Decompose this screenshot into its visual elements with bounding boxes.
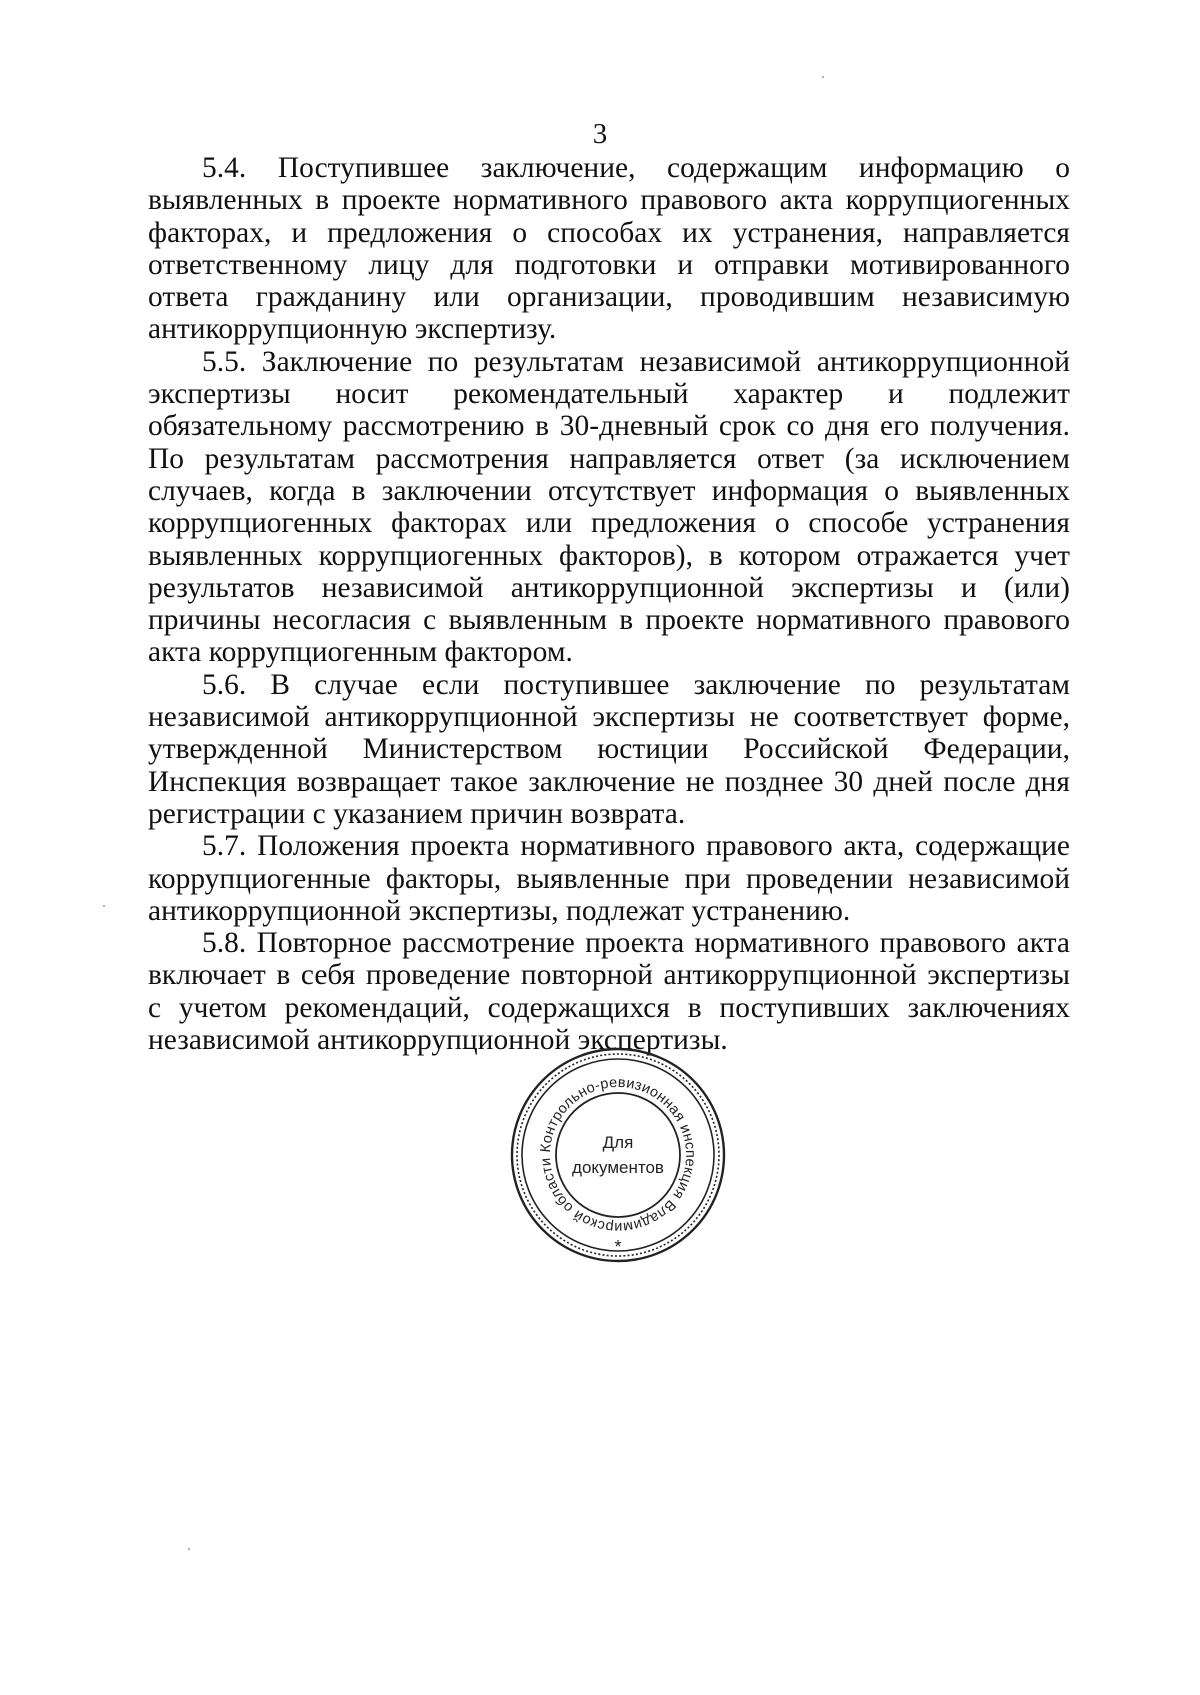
stamp-center-line-2: документов xyxy=(572,1158,664,1177)
stamp-star-mark: * xyxy=(614,1237,622,1257)
scan-speck xyxy=(822,76,824,78)
stamp-ring-text: Контрольно-ревизионная инспекция Владимирской области xyxy=(537,1074,699,1236)
paragraph-5-5: 5.5. Заключение по результатам независимой антикоррупционной экспертизы носит рекомендательный характер и подлежит обязательному рассмотрению в 30-дневный срок со дня его получения. По результатам рассмотрения направляется ответ (за исключением случаев, когда в заключении отсутствует информация о выявленных коррупциогенных факторах или предложения о способе устранения выявленных коррупциогенных факторов), в котором отражается учет результатов независимой антикоррупционной экспертизы и (или) причины несогласия с выявленным в проекте нормативного правового акта коррупциогенным фактором. xyxy=(148,345,1070,669)
paragraph-5-4: 5.4. Поступившее заключение, содержащим информацию о выявленных в проекте нормативного правового акта коррупциогенных факторах, и предложения о способах их устранения, направляется ответственному лицу для подготовки и отправки мотивированного ответа гражданину или организации, проводившим независимую антикоррупционную экспертизу. xyxy=(148,152,1070,346)
scan-speck xyxy=(188,1548,190,1550)
document-body xyxy=(148,152,1070,1056)
paragraph-5-8: 5.8. Повторное рассмотрение проекта нормативного правового акта включает в себя проведение повторной антикоррупционной экспертизы с учетом рекомендаций, содержащихся в поступивших заключениях независимой антикоррупционной экспертизы. xyxy=(148,927,1070,1057)
paragraph-5-6: 5.6. В случае если поступившее заключение по результатам независимой антикоррупционной экспертизы не соответствует форме, утвержденной Министерством юстиции Российской Федерации, Инспекция возвращает такое заключение не позднее 30 дней после дня регистрации с указанием причин возврата. xyxy=(148,668,1070,830)
official-stamp xyxy=(508,1045,728,1265)
page-number: 3 xyxy=(592,118,608,150)
scan-speck xyxy=(103,905,105,907)
paragraph-5-7: 5.7. Положения проекта нормативного правового акта, содержащие коррупциогенные факторы, выявленные при проведении независимой антикоррупционной экспертизы, подлежат устранению. xyxy=(148,830,1070,927)
stamp-center-line-1: Для xyxy=(602,1133,634,1152)
stamp-seal-icon xyxy=(508,1045,728,1265)
